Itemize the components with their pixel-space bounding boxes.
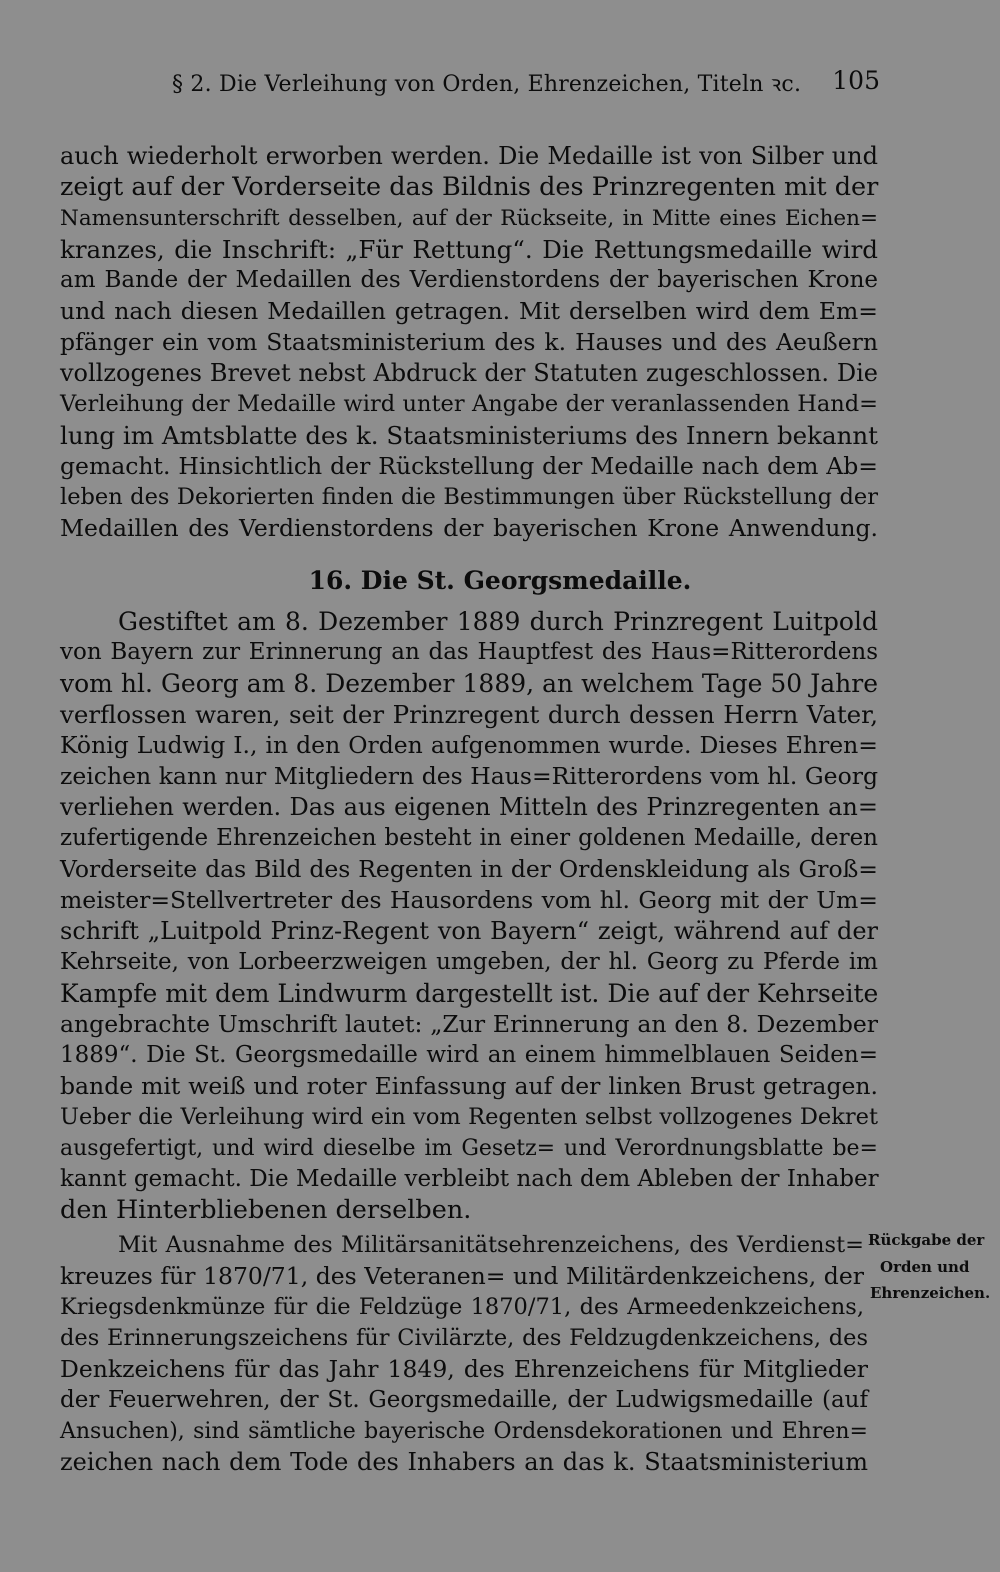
text-line: kreuzes für 1870/71, des Veteranen= und Militärdenkzeichens, der: [60, 1262, 864, 1290]
text-line: zufertigende Ehrenzeichen besteht in einer goldenen Medaille, deren: [60, 825, 878, 851]
text-line: Ueber die Verleihung wird ein vom Regenten selbst vollzogenes Dekret: [60, 1104, 878, 1130]
text-line: verflossen waren, seit der Prinzregent durch dessen Herrn Vater,: [60, 700, 878, 729]
text-line: Ansuchen), sind sämtliche bayerische Ordensdekorationen und Ehren=: [60, 1419, 868, 1444]
text-line: vollzogenes Brevet nebst Abdruck der Statuten zugeschlossen. Die: [60, 359, 878, 387]
text-line: vom hl. Georg am 8. Dezember 1889, an welchem Tage 50 Jahre: [60, 669, 878, 698]
text-line: zeigt auf der Vorderseite das Bildnis des Prinzregenten mit der: [60, 172, 879, 202]
text-line: leben des Dekorierten finden die Bestimmungen über Rückstellung der: [60, 484, 878, 510]
text-line: den Hinterbliebenen derselben.: [60, 1195, 472, 1225]
text-line: ausgefertigt, und wird dieselbe im Gesetz= und Verordnungsblatte be=: [60, 1136, 878, 1161]
text-line: Gestiftet am 8. Dezember 1889 durch Prinzregent Luitpold: [118, 607, 878, 636]
text-line: bande mit weiß und roter Einfassung auf der linken Brust getragen.: [60, 1072, 878, 1100]
text-line: auch wiederholt erworben werden. Die Medaille ist von Silber und: [60, 142, 878, 170]
margin-note-line: Rückgabe der: [868, 1231, 985, 1249]
text-line: 1889“. Die St. Georgsmedaille wird an einem himmelblauen Seiden=: [60, 1042, 878, 1068]
text-line: meister=Stellvertreter des Hausordens vom hl. Georg mit der Um=: [60, 886, 878, 914]
text-line: verliehen werden. Das aus eigenen Mitteln des Prinzregenten an=: [60, 793, 878, 821]
text-line: und nach diesen Medaillen getragen. Mit derselben wird dem Em=: [60, 297, 878, 325]
page-number: 105: [832, 66, 880, 95]
text-line: der Feuerwehren, der St. Georgsmedaille, der Ludwigsmedaille (auf: [60, 1387, 868, 1413]
text-line: am Bande der Medaillen des Verdienstordens der bayerischen Krone: [60, 267, 878, 293]
section-heading: 16. Die St. Georgsmedaille.: [308, 566, 692, 595]
header-title: § 2. Die Verleihung von Orden, Ehrenzeichen, Titeln ꝛc.: [172, 72, 802, 97]
text-line: Kampfe mit dem Lindwurm dargestellt ist. Die auf der Kehrseite: [60, 979, 879, 1008]
margin-note-line: Ehrenzeichen.: [870, 1284, 991, 1302]
text-line: zeichen nach dem Tode des Inhabers an das k. Staatsministerium: [60, 1448, 868, 1476]
text-line: zeichen kann nur Mitgliedern des Haus=Ritterordens vom hl. Georg: [60, 762, 878, 790]
text-line: pfänger ein vom Staatsministerium des k. Hauses und des Aeußern: [60, 328, 878, 356]
running-header: [60, 68, 880, 104]
text-line: Denkzeichens für das Jahr 1849, des Ehrenzeichens für Mitglieder: [60, 1355, 868, 1383]
text-line: lung im Amtsblatte des k. Staatsministeriums des Innern bekannt: [60, 421, 878, 450]
text-line: Namensunterschrift desselben, auf der Rückseite, in Mitte eines Eichen=: [60, 206, 878, 231]
text-line: von Bayern zur Erinnerung an das Hauptfest des Haus=Ritterordens: [60, 639, 878, 665]
text-line: schrift „Luitpold Prinz-Regent von Bayern“ zeigt, während auf der: [60, 917, 878, 945]
text-line: König Ludwig I., in den Orden aufgenommen wurde. Dieses Ehren=: [60, 731, 878, 759]
text-line: Mit Ausnahme des Militärsanitätsehrenzeichens, des Verdienst=: [118, 1232, 864, 1258]
text-line: kannt gemacht. Die Medaille verbleibt nach dem Ableben der Inhaber: [60, 1166, 879, 1192]
text-line: gemacht. Hinsichtlich der Rückstellung der Medaille nach dem Ab=: [60, 452, 878, 480]
text-line: Kehrseite, von Lorbeerzweigen umgeben, der hl. Georg zu Pferde im: [60, 949, 878, 975]
text-line: Kriegsdenkmünze für die Feldzüge 1870/71, des Armeedenkzeichens,: [60, 1294, 864, 1320]
text-line: angebrachte Umschrift lautet: „Zur Erinnerung an den 8. Dezember: [60, 1010, 878, 1038]
text-line: Medaillen des Verdienstordens der bayerischen Krone Anwendung.: [60, 514, 878, 542]
text-line: Vorderseite das Bild des Regenten in der Ordenskleidung als Groß=: [60, 855, 878, 883]
text-line: des Erinnerungszeichens für Civilärzte, des Feldzugdenkzeichens, des: [60, 1325, 868, 1351]
text-line: kranzes, die Inschrift: „Für Rettung“. Die Rettungsmedaille wird: [60, 235, 878, 264]
margin-note-line: Orden und: [880, 1258, 970, 1276]
text-line: Verleihung der Medaille wird unter Angabe der veranlassenden Hand=: [60, 391, 878, 417]
